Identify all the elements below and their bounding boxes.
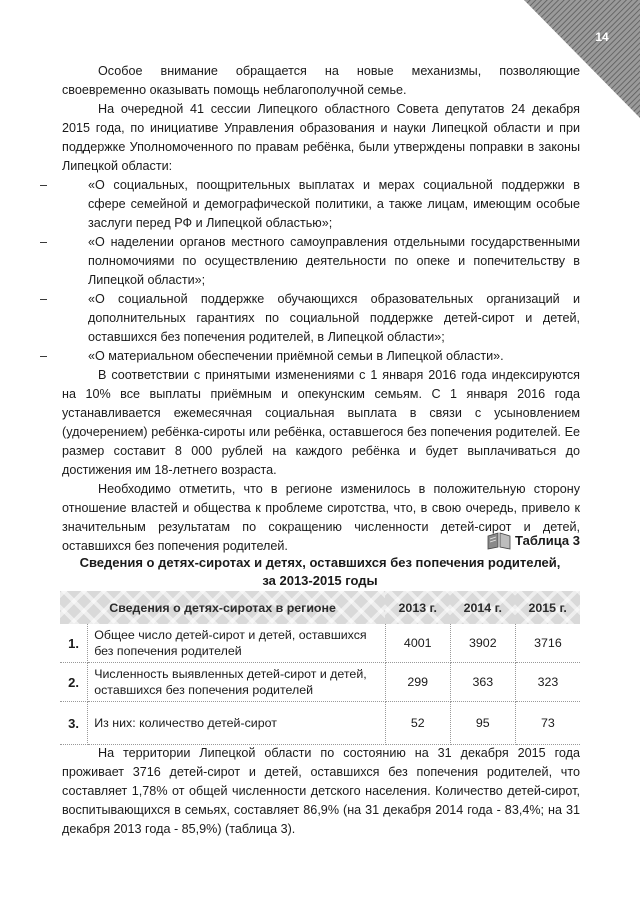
value-2015: 3716 <box>515 624 580 663</box>
paragraph: В соответствии с принятыми изменениями с 1 января 2016 года индексируются на 10% все выплаты приёмным и опекунским семьям. С 1 января 2016 года устанавливается ежемесячная социальная выплата в связи с усыновлением (удочерением) ребёнка-сироты или ребёнка, оставшегося без попечения родителей. Ее размер составит 8 000 рублей на каждого ребёнка и будет выплачиваться до достижения им 18-летнего возраста. <box>62 368 580 477</box>
value-2014: 3902 <box>450 624 515 663</box>
book-icon <box>487 532 511 550</box>
row-number: 2. <box>60 663 88 702</box>
list-dash: – <box>40 349 48 363</box>
value-2013: 52 <box>385 702 450 745</box>
list-dash: – <box>40 235 48 249</box>
table-header-row <box>60 591 580 624</box>
row-description: Численность выявленных детей-сирот и детей, оставшихся без попечения родителей <box>88 663 385 702</box>
table-row <box>60 624 580 663</box>
list-item: – «О материальном обеспечении приёмной семьи в Липецкой области». <box>62 347 580 366</box>
header-2013: 2013 г. <box>385 591 450 624</box>
body-text-top <box>40 62 580 556</box>
page-number: 14 <box>595 30 609 44</box>
row-number: 3. <box>60 702 88 745</box>
table-label: Таблица 3 <box>60 532 580 550</box>
list-item: – «О наделении органов местного самоуправления отдельными государственными полномочиями по осуществлению деятельности по опеке и попечительству в Липецкой области»; <box>40 235 580 287</box>
table-row <box>60 702 580 745</box>
list-item: – «О социальных, поощрительных выплатах и мерах социальной поддержки в сфере семейной и демографической политики, а также лицам, имеющим особые заслуги перед РФ и Липецкой областью»; <box>40 178 580 230</box>
table-title: Сведения о детях-сиротах и детях, оставшихся без попечения родителей, за 2013-2015 годы <box>79 555 561 588</box>
value-2014: 95 <box>450 702 515 745</box>
amended-laws-list <box>40 176 580 366</box>
paragraph: На очередной 41 сессии Липецкого областного Совета депутатов 24 декабря 2015 года, по инициативе Управления образования и науки Липецкой области и при поддержке Уполномоченного по правам ребёнка, были утверждены поправки в законы Липецкой области: <box>62 102 580 173</box>
value-2015: 73 <box>515 702 580 745</box>
row-description: Общее число детей-сирот и детей, оставшихся без попечения родителей <box>88 624 385 663</box>
orphans-data-table <box>60 591 580 745</box>
list-dash: – <box>40 178 48 192</box>
row-number: 1. <box>60 624 88 663</box>
value-2014: 363 <box>450 663 515 702</box>
paragraph: Необходимо отметить, что в регионе изменилось в положительную сторону отношение властей и общества к проблеме сиротства, что, в свою очередь, привело к значительным результатам по сокращению численности детей-сирот и детей, оставшихся без попечения родителей. <box>62 482 580 553</box>
row-description: Из них: количество детей-сирот <box>88 702 385 745</box>
list-item: – «О социальной поддержке обучающихся образовательных организаций и дополнительных гарантиях по социальной поддержке детей-сирот и детей, оставшихся без попечения родителей, в Липецкой области»; <box>40 292 580 344</box>
value-2015: 323 <box>515 663 580 702</box>
table-row <box>60 663 580 702</box>
body-text-bottom <box>62 744 580 839</box>
value-2013: 4001 <box>385 624 450 663</box>
list-dash: – <box>40 292 48 306</box>
value-2013: 299 <box>385 663 450 702</box>
header-description: Сведения о детях-сиротах в регионе <box>60 591 385 624</box>
header-2014: 2014 г. <box>450 591 515 624</box>
header-2015: 2015 г. <box>515 591 580 624</box>
paragraph: Особое внимание обращается на новые механизмы, позволяющие своевременно оказывать помощь неблагополучной семье. <box>62 64 580 97</box>
paragraph: На территории Липецкой области по состоянию на 31 декабря 2015 года проживает 3716 детей-сирот и детей, оставшихся без попечения родителей, что составляет 1,78% от общей численности детского населения. Количество детей-сирот, воспитывающихся в семьях, составляет 86,9% (на 31 декабря 2014 года - 83,4%; на 31 декабря 2013 года - 85,9%) (таблица 3). <box>62 746 580 836</box>
